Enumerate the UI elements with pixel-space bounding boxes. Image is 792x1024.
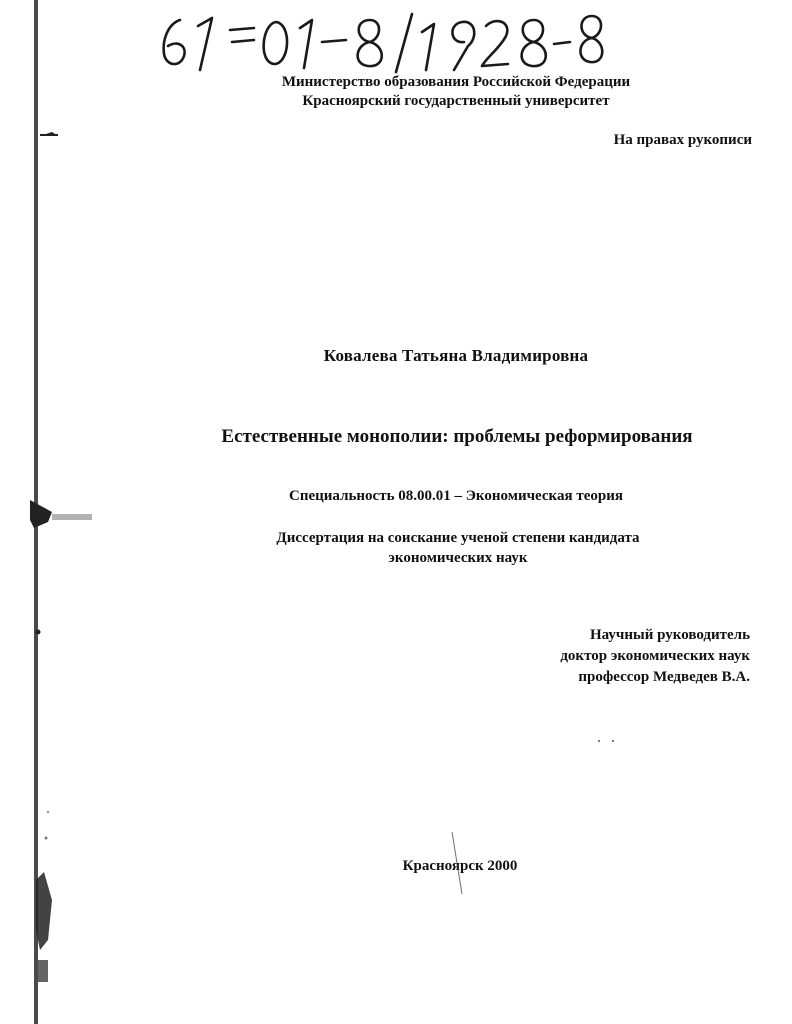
ministry-name: Министерство образования Российской Федерации [281,74,631,90]
manuscript-rights-note: На правах рукописи [613,132,752,148]
degree-line-2: экономических наук [388,550,528,566]
dissertation-title: Естественные монополии: проблемы реформирования [221,426,693,447]
advisor-degree: доктор экономических наук [560,648,750,664]
advisor-role: Научный руководитель [590,627,750,643]
author-name: Ковалева Татьяна Владимировна [323,346,589,365]
city-year: Красноярск 2000 [402,858,518,874]
advisor-name: профессор Медведев В.А. [578,669,750,685]
specialty-line: Специальность 08.00.01 – Экономическая теория [289,488,623,504]
degree-line-1: Диссертация на соискание ученой степени кандидата [276,530,640,546]
university-name: Красноярский государственный университет [302,93,610,109]
